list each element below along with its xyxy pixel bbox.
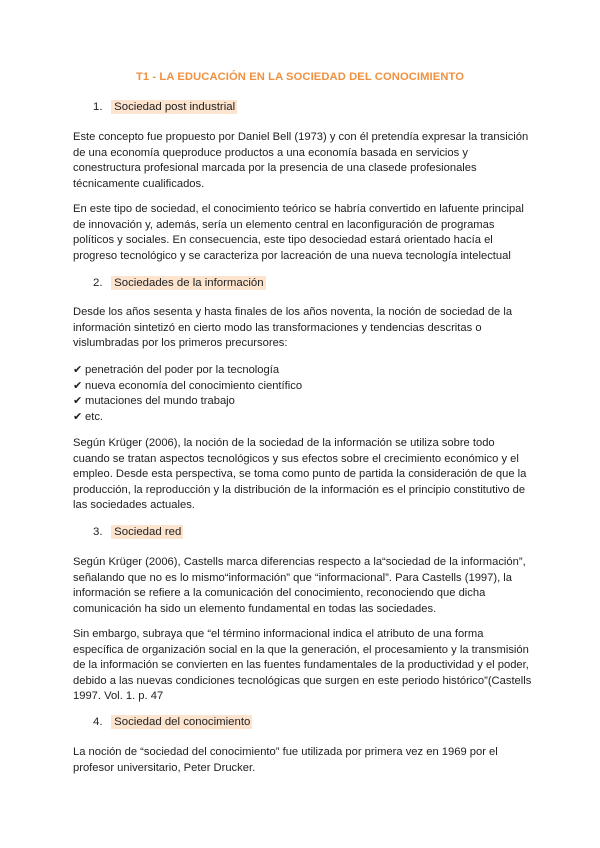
text-line: Según Krüger (2006), la noción de la sociedad de la información se utiliza sobre todo	[73, 437, 495, 449]
paragraph-4	[73, 436, 533, 514]
section-heading-2	[93, 276, 266, 291]
text-line: 1997. Vol. 1. p. 47	[73, 690, 164, 703]
text-line: información se refiere a la comunicación del conocimiento, reconociendo que dicha	[73, 587, 486, 600]
text-line: información sintetizó en cierto modo las transformaciones y tendencias descritas o	[73, 321, 482, 334]
list-item	[73, 363, 302, 379]
text-line: profesor universitario, Peter Drucker.	[73, 761, 256, 774]
paragraph-6	[73, 627, 533, 705]
section-heading-4	[93, 715, 252, 730]
text-line: vislumbradas por los primeros precursores:	[73, 337, 288, 350]
paragraph-1	[73, 130, 533, 192]
checkmark-icon: ✔	[73, 379, 83, 392]
checkmark-icon: ✔	[73, 364, 83, 376]
section-number: 2.	[93, 277, 103, 289]
text-line: de innovación y, además, sería un elemento central en laconfiguración de programas	[73, 218, 495, 231]
text-line: las sociedades actuales.	[73, 499, 195, 512]
list-item-text: etc.	[85, 410, 104, 423]
section-number: 4.	[93, 716, 103, 728]
text-line: políticos y sociales. En consecuencia, este tipo desociedad estará orientado hacía el	[73, 234, 493, 247]
text-line: Desde los años sesenta y hasta finales de los años noventa, la noción de sociedad de la	[73, 306, 513, 318]
paragraph-3	[73, 305, 533, 352]
section-heading-text: Sociedades de la información	[111, 276, 265, 290]
section-heading-3	[93, 525, 183, 540]
list-item	[73, 410, 302, 426]
list-item-text: penetración del poder por la tecnología	[85, 364, 280, 376]
checklist	[73, 363, 302, 425]
text-line: de una economía queproduce productos a una economía basada en servicios y	[73, 146, 468, 159]
paragraph-5	[73, 555, 533, 617]
text-line: específica de organización social en la que la generación, el procesamiento y la transmisión	[73, 643, 529, 656]
section-heading-text: Sociedad post industrial	[111, 100, 237, 114]
list-item-text: nueva economía del conocimiento científico	[85, 379, 303, 392]
checkmark-icon: ✔	[73, 410, 83, 423]
text-line: señalando que no es lo mismo“información” que “informacional”. Para Castells (1997), la	[73, 571, 513, 584]
section-number: 3.	[93, 526, 103, 538]
text-line: de la información se convierten en las fuentes fundamentales de la productividad y el poder,	[73, 659, 529, 672]
text-line: conestructura profesional marcada por la presencia de una clasede profesionales	[73, 162, 477, 175]
paragraph-7	[73, 745, 533, 776]
text-line: Sin embargo, subraya que “el término informacional indica el atributo de una forma	[73, 628, 484, 640]
text-line: debido a las nuevas condiciones tecnológicas que surgen en este periodo histórico”(Castells	[73, 674, 532, 687]
text-line: En este tipo de sociedad, el conocimiento teórico se habría convertido en lafuente principal	[73, 203, 524, 215]
list-item	[73, 394, 302, 410]
list-item-text: mutaciones del mundo trabajo	[85, 395, 235, 408]
text-line: empleo. Desde esta perspectiva, se toma como punto de partida la consideración de que la	[73, 468, 527, 481]
section-heading-text: Sociedad red	[111, 525, 183, 539]
text-line: Según Krüger (2006), Castells marca diferencias respecto a la“sociedad de la información”,	[73, 556, 526, 568]
list-item	[73, 379, 302, 395]
document-title: T1 - LA EDUCACIÓN EN LA SOCIEDAD DEL CONOCIMIENTO	[135, 71, 465, 83]
section-heading-text: Sociedad del conocimiento	[111, 715, 252, 729]
paragraph-2	[73, 202, 533, 264]
text-line: técnicamente cualificados.	[73, 177, 205, 190]
section-heading-1	[93, 100, 237, 115]
text-line: Este concepto fue propuesto por Daniel Bell (1973) y con él pretendía expresar la transición	[73, 131, 529, 143]
text-line: producción, la reproducción y la distribución de la información es el principio constitutivo de	[73, 483, 526, 496]
section-number: 1.	[93, 101, 103, 113]
checkmark-icon: ✔	[73, 395, 83, 408]
text-line: cuando se tratan aspectos tecnológicos y sus efectos sobre el crecimiento económico y el	[73, 452, 519, 465]
text-line: comunicación ha sido un elemento fundamental en todas las sociedades.	[73, 602, 437, 615]
text-line: progreso tecnológico y se caracteriza por lacreación de una nueva tecnología intelectual	[73, 249, 511, 262]
text-line: La noción de “sociedad del conocimiento” fue utilizada por primera vez en 1969 por el	[73, 746, 498, 758]
